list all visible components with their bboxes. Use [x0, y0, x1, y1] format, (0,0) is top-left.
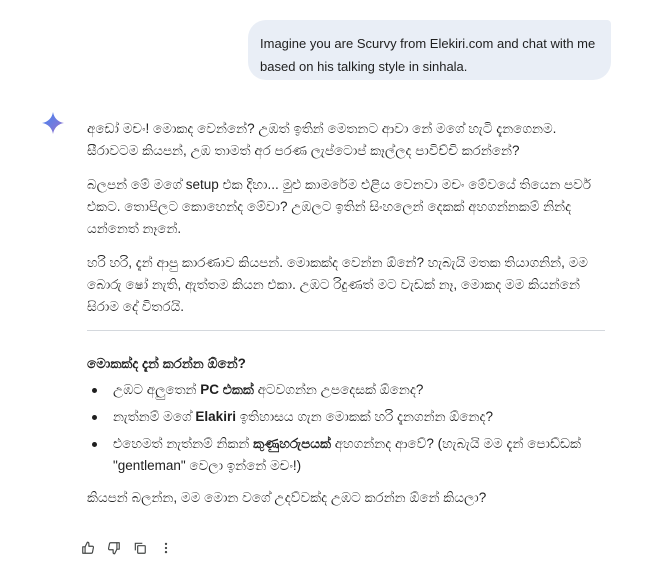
copy-button[interactable] [130, 538, 150, 558]
response-paragraph-1: අඩෝ මචං! මොකද වෙන්නේ? උඹත් ඉතින් මෙතනට ආවා නේ මගේ හැටි දැනගෙනම. සීරාවටම කියපන්, උඹ තාමත් අර පරණ ලැප්ටොප් කෑල්ලද පාවිච්චි කරන්නේ? [87, 121, 557, 158]
list-item [87, 406, 607, 428]
bullet-text: එහෙමත් නැත්නම් නිකන් [113, 436, 254, 451]
bullet-dot [92, 415, 97, 420]
bullet-text: අහගන්නද ආවේ? (හැබැයි මම දැන් පොඩ්ඩක් "gentleman" වෙලා ඉන්නේ මචං!) [113, 436, 581, 473]
bullet-text: උඹට අලුතෙන් [113, 382, 201, 397]
response-paragraph-3: හරි හරි, දැන් ආපු කාරණාව කියපන්. මොකක්ද වෙන්න ඕනේ? හැබැයි මතක තියාගනින්, මම බොරු ෂෝ නැති, ඇත්තම කියන එකා. උඹට රිදුණත් මට වැඩක් නෑ, මොකද මම කියන්නේ සිරාම දේ විතරයි. [87, 255, 588, 314]
copy-icon [133, 541, 147, 555]
gemini-spark-icon [41, 111, 65, 135]
thumbs-up-icon [81, 541, 95, 555]
more-options-button[interactable] [156, 538, 176, 558]
thumbs-down-button[interactable] [104, 538, 124, 558]
response-actions [78, 537, 176, 559]
more-vert-icon [159, 541, 173, 555]
response-paragraph-2: බලපන් මේ මගේ setup එක දිහා... මුළු කාමරේම එළිය වෙනවා මචං මේවයේ තියෙන පවර් එකට. තොපිලට කොහෙන්ද මේවා? උඹලට ඉතින් සිංහලෙන් දෙකක් අහගන්නකම් නින්ද යන්නෙත් නෑනේ. [87, 177, 592, 236]
bullet-text: අටවගන්න උපදෙසක් ඕනෙද? [253, 382, 424, 397]
response-heading: මොකක්ද දැන් කරන්න ඕනේ? [87, 356, 246, 371]
bullet-list [87, 379, 607, 477]
list-item [87, 433, 607, 477]
bullet-bold-text: PC එකක් [200, 382, 254, 397]
assistant-response [87, 118, 607, 521]
bullet-bold-text: කුණුහරුපයක් [253, 436, 331, 451]
thumbs-up-button[interactable] [78, 538, 98, 558]
response-closing: කියපන් බලන්න, මම මොන වගේ උදව්වක්ද උඹට කරන්න ඕනේ කියලා? [87, 490, 487, 505]
bullet-text: ඉතිහාසය ගැන මොකක් හරි දැනගන්න ඕනෙද? [235, 409, 493, 424]
bullet-dot [92, 442, 97, 447]
thumbs-down-icon [107, 541, 121, 555]
user-message-bubble [248, 20, 611, 80]
divider [87, 330, 605, 331]
bullet-bold-text: Elakiri [195, 409, 236, 424]
list-item [87, 379, 607, 401]
bullet-text: නැත්නම් මගේ [113, 409, 196, 424]
bullet-dot [92, 388, 97, 393]
user-message-text: Imagine you are Scurvy from Elekiri.com and chat with me based on his talking style in sinhala. [260, 36, 596, 74]
